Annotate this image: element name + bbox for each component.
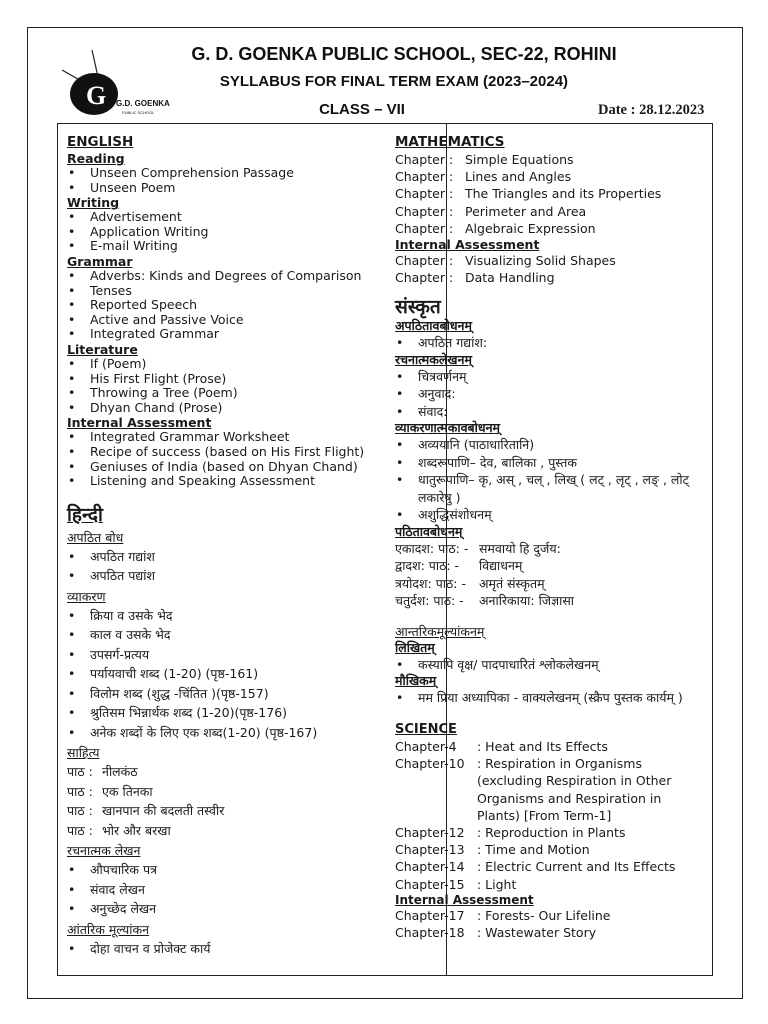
class-title: CLASS – VII: [319, 101, 405, 118]
list-item: • If (Poem): [67, 357, 439, 372]
sanskrit-vyakaran-list: [395, 436, 705, 524]
list-item: • Application Writing: [67, 225, 439, 240]
sanskrit-antarik-label: आन्तरिकमूल्यांकनम्: [395, 623, 485, 639]
list-item: • Dhyan Chand (Prose): [67, 401, 439, 416]
list-item: • Geniuses of India (based on Dhyan Chand): [67, 460, 439, 475]
maths-chapter-row: Chapter : Perimeter and Area: [395, 203, 587, 219]
sanskrit-rachna-label: रचनात्मकलेखनम्: [395, 351, 472, 367]
sanskrit-likhit-label: लिखितम्: [395, 639, 435, 655]
list-item: • अनेक शब्दों के लिए एक शब्द(1-20) (पृष्ठ-167): [67, 723, 439, 743]
english-reading-label: Reading: [67, 151, 125, 166]
list-item: • Listening and Speaking Assessment: [67, 474, 439, 489]
hindi-title: हिन्दी: [67, 503, 103, 526]
hindi-apathit-label: अपठित बोध: [67, 529, 124, 545]
sanskrit-path-row: चतुर्दश: पाठ: - अनारिकाया: जिज्ञासा: [395, 593, 575, 609]
list-item: • मम प्रिया अध्यापिका - वाक्यलेखनम् (स्क्रैप पुस्तक कार्यम् ): [395, 689, 705, 707]
english-reading-list: [67, 166, 439, 195]
science-chapter-row: Chapter-14 : Electric Current and Its Effects: [395, 859, 676, 875]
science-internal-label: Internal Assessment: [395, 892, 534, 907]
list-item: • पर्यायवाची शब्द (1-20) (पृष्ठ-161): [67, 664, 439, 684]
science-chapter-row: Chapter-18 : Wastewater Story: [395, 924, 597, 940]
english-internal-label: Internal Assessment: [67, 415, 212, 431]
english-internal-list: [67, 430, 439, 488]
date: Date : 28.12.2023: [598, 102, 705, 118]
maths-chapter-row: Chapter : The Triangles and its Properties: [395, 186, 662, 202]
list-item: • शब्दरूपाणि– देव, बालिका , पुस्तक: [395, 454, 705, 472]
science-chapter-row: Chapter-4 : Heat and Its Effects: [395, 738, 608, 754]
hindi-vyakaran-label: व्याकरण: [67, 588, 106, 604]
list-item: • Integrated Grammar Worksheet: [67, 430, 439, 445]
hindi-vyakaran-list: [67, 606, 439, 743]
list-item: • विलोम शब्द (शुद्ध -चिंतित )(पृष्ठ-157): [67, 684, 439, 704]
list-item: • अपठित गद्यांश: [67, 547, 439, 567]
sanskrit-apathit-list: [395, 334, 705, 352]
sanskrit-maukhik-list: [395, 689, 705, 707]
list-item: • दोहा वाचन व प्रोजेक्ट कार्य: [67, 939, 439, 959]
svg-text:G: G: [86, 81, 107, 110]
hindi-antarik-label: आंतरिक मूल्यांकन: [67, 921, 150, 937]
sanskrit-title: संस्कृत: [395, 296, 441, 319]
list-item: • Throwing a Tree (Poem): [67, 386, 439, 401]
list-item: • अपठित पद्यांश: [67, 566, 439, 586]
sanskrit-pathit-label: पठितावबोधनम्: [395, 523, 463, 539]
list-item: • Recipe of success (based on His First Flight): [67, 445, 439, 460]
sanskrit-likhit-list: [395, 656, 705, 674]
maths-title: MATHEMATICS: [395, 134, 505, 150]
hindi-path-row: पाठ : भोर और बरखा: [67, 822, 171, 838]
list-item: • E-mail Writing: [67, 239, 439, 254]
sanskrit-maukhik-label: मौखिकम्: [395, 673, 437, 689]
english-writing-list: [67, 210, 439, 254]
english-writing-label: Writing: [67, 195, 120, 211]
list-item: • चित्रवर्णनम्: [395, 368, 705, 386]
list-item: • काल व उसके भेद: [67, 625, 439, 645]
english-grammar-list: [67, 269, 439, 342]
list-item: • क्रिया व उसके भेद: [67, 606, 439, 626]
science-chapter-row: Chapter-10 : Respiration in Organisms (excluding Respiration in Other Organisms and Respiration in Plants) [From Term-1]: [395, 756, 672, 823]
maths-chapter-row: Chapter : Algebraic Expression: [395, 220, 596, 236]
list-item: • अनुवाद:: [395, 385, 705, 403]
hindi-rachnatmak-label: रचनात्मक लेखन: [67, 843, 141, 859]
maths-chapter-row: Chapter : Lines and Angles: [395, 169, 572, 185]
sanskrit-path-row: एकादश: पाठ: - समवायो हि दुर्जय:: [395, 540, 561, 556]
left-column: [67, 134, 439, 958]
list-item: • औपचारिक पत्र: [67, 860, 439, 880]
list-item: • श्रुतिसम भिन्नार्थक शब्द (1-20)(पृष्ठ-176): [67, 703, 439, 723]
maths-chapter-row: Chapter : Data Handling: [395, 270, 555, 286]
svg-text:G.D. GOENKA: G.D. GOENKA: [116, 99, 170, 108]
list-item: • धातुरूपाणि– कृ, अस् , चल् , लिख् ( लट् , लृट् , लङ् , लोट् लकारेषु ): [395, 471, 705, 506]
list-item: • Adverbs: Kinds and Degrees of Comparison: [67, 269, 439, 284]
english-grammar-label: Grammar: [67, 253, 133, 269]
list-item: • Tenses: [67, 284, 439, 299]
english-literature-label: Literature: [67, 341, 138, 357]
list-item: • अनुच्छेद लेखन: [67, 899, 439, 919]
hindi-path-row: पाठ : एक तिनका: [67, 783, 153, 799]
science-chapter-row: Chapter-13 : Time and Motion: [395, 842, 590, 858]
school-name: G. D. GOENKA PUBLIC SCHOOL, SEC-22, ROHINI: [191, 44, 617, 64]
sanskrit-path-row: द्वादश: पाठ: - विद्याधनम्: [395, 558, 523, 574]
svg-text:PUBLIC SCHOOL: PUBLIC SCHOOL: [122, 110, 155, 115]
sanskrit-path-row: त्रयोदश: पाठ: - अमृतं संस्कृतम्: [395, 575, 545, 591]
hindi-rachnatmak-list: [67, 860, 439, 919]
list-item: • संवाद लेखन: [67, 880, 439, 900]
list-item: • अव्ययानि (पाठाधारितानि): [395, 436, 705, 454]
science-chapter-row: Chapter-17 : Forests- Our Lifeline: [395, 907, 611, 923]
science-title: SCIENCE: [395, 721, 457, 737]
science-chapter-row: Chapter-12 : Reproduction in Plants: [395, 824, 626, 840]
list-item: • संवाद:: [395, 403, 705, 421]
list-item: • अपठित गद्यांश:: [395, 334, 705, 352]
list-item: • उपसर्ग-प्रत्यय: [67, 645, 439, 665]
list-item: • Integrated Grammar: [67, 327, 439, 342]
sanskrit-apathit-label: अपठितावबोधनम्: [395, 318, 472, 334]
list-item: • Reported Speech: [67, 298, 439, 313]
english-literature-list: [67, 357, 439, 415]
science-chapter-row: Chapter-15 : Light: [395, 876, 517, 892]
english-title: ENGLISH: [67, 134, 134, 150]
maths-internal-label: Internal Assessment: [395, 237, 540, 253]
right-column: [395, 134, 705, 941]
list-item: • Unseen Comprehension Passage: [67, 166, 439, 181]
hindi-antarik-list: [67, 939, 439, 959]
sanskrit-vyakaran-label: व्याकरणात्मकावबोधनम्: [395, 420, 501, 436]
hindi-path-row: पाठ : खानपान की बदलती तस्वीर: [67, 803, 225, 819]
maths-chapter-row: Chapter : Simple Equations: [395, 152, 574, 167]
list-item: • कस्यापि वृक्ष/ पादपाधारितं श्लोकलेखनम्: [395, 656, 705, 674]
list-item: • Advertisement: [67, 210, 439, 225]
sanskrit-rachna-list: [395, 368, 705, 421]
list-item: • अशुद्धिसंशोधनम्: [395, 506, 705, 524]
hindi-sahitya-label: साहित्य: [67, 745, 100, 761]
hindi-apathit-list: [67, 547, 439, 586]
list-item: • His First Flight (Prose): [67, 372, 439, 387]
syllabus-table: [57, 123, 713, 976]
maths-chapter-row: Chapter : Visualizing Solid Shapes: [395, 253, 616, 269]
list-item: • Active and Passive Voice: [67, 313, 439, 328]
syllabus-title: SYLLABUS FOR FINAL TERM EXAM (2023–2024): [219, 73, 569, 90]
list-item: • Unseen Poem: [67, 181, 439, 196]
hindi-path-row: पाठ : नीलकंठ: [67, 764, 138, 780]
